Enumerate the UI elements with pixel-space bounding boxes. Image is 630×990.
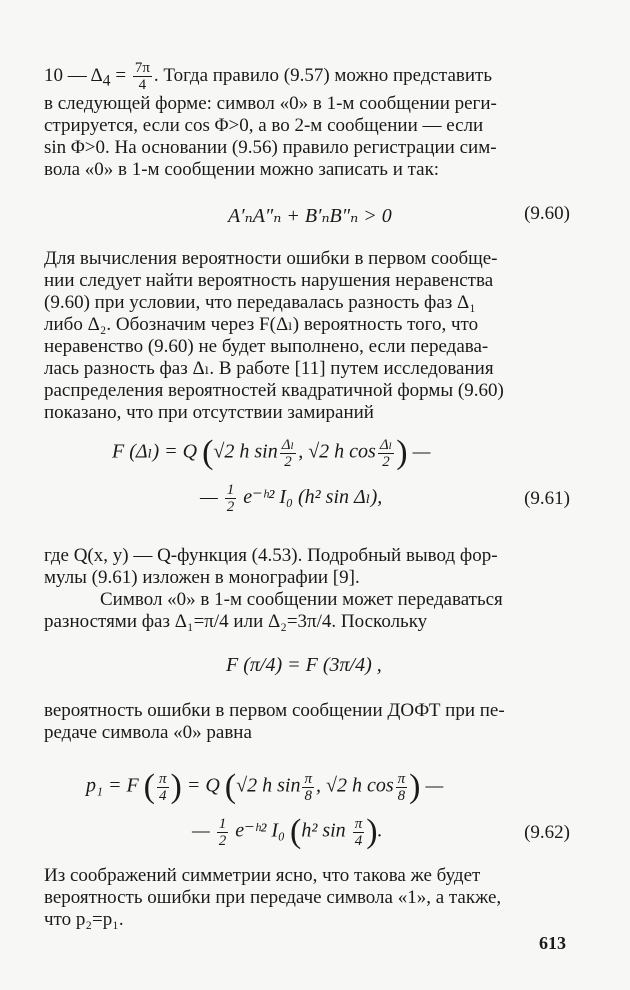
fraction-pi-over-4 [157, 771, 169, 804]
sqrt-term-cos: , √2 h cos [298, 440, 376, 463]
equation-number-9-61: (9.61) [524, 488, 570, 509]
paragraph-4-line-2: разностями фаз Δ₁=π/4 или Δ₂=3π/4. Поскольку [44, 611, 428, 632]
inner-sin-term: h² sin [301, 819, 351, 842]
fraction-pi-over-4 [353, 816, 365, 849]
paragraph-1 [44, 60, 570, 181]
left-paren: ( [224, 768, 237, 805]
equation-9-62-lhs: p₁ = F [86, 774, 144, 797]
exp-bessel-term: e⁻ʰ² I₀ (h² sin Δₗ), [238, 486, 383, 509]
paragraph-3 [44, 545, 570, 589]
period: . [377, 819, 383, 842]
fraction-denominator: 8 [397, 787, 406, 804]
sqrt-term-sin: √2 h sin [213, 440, 278, 463]
fraction-numerator: π [397, 770, 406, 787]
fraction-denominator: 4 [159, 787, 167, 804]
equation-number-9-60: (9.60) [524, 203, 570, 224]
paragraph-6-line-3: что p₂=p₁. [44, 909, 124, 930]
right-paren: ) [409, 768, 421, 805]
paragraph-1-line-2: в следующей форме: символ «0» в 1-м сообщении реги- [44, 93, 497, 114]
left-paren: ( [143, 768, 155, 805]
paragraph-1-line-1-text: . Тогда правило (9.57) можно представить [153, 64, 493, 86]
paragraph-4-line-1: Символ «0» в 1-м сообщении может передаваться [100, 589, 503, 610]
equation-9-61-line-2 [200, 482, 382, 515]
paragraph-4 [44, 589, 570, 633]
paragraph-5 [44, 700, 570, 744]
paragraph-2-line: Для вычисления вероятности ошибки в первом сообще- [44, 248, 498, 269]
paragraph-6 [44, 865, 570, 931]
left-paren: ( [290, 813, 302, 850]
fraction-numerator: π [159, 770, 167, 787]
fraction-denominator: 4 [138, 77, 147, 93]
left-paren: ( [202, 434, 214, 471]
fraction-pi-over-8 [302, 771, 314, 804]
paragraph-1-line-4: sin Φ>0. На основании (9.56) правило регистрации сим- [44, 137, 497, 158]
equation-f-pi-4: F (π/4) = F (3π/4) , [226, 654, 382, 676]
fraction-denominator: 2 [226, 499, 235, 515]
right-paren: ) [170, 768, 182, 805]
fraction-delta-over-2 [280, 437, 296, 470]
equation-9-60: A′ₙA″ₙ + B′ₙB″ₙ > 0 [228, 205, 392, 227]
fraction-denominator: 2 [382, 453, 390, 470]
paragraph-1-line-1 [44, 60, 570, 93]
subscript: 4 [102, 72, 111, 90]
paragraph-2-line: показано, что при отсутствии замираний [44, 402, 374, 423]
fraction-numerator: π [354, 815, 363, 832]
paragraph-1-line-3: стрируется, если cos Φ>0, а во 2-м сообщении — если [44, 115, 484, 136]
paragraph-2 [44, 248, 570, 424]
equation-9-62-line-2 [192, 815, 383, 849]
trailing-dash: — [407, 440, 431, 463]
fraction-denominator: 8 [304, 787, 312, 804]
paragraph-3-line-2: мулы (9.61) изложен в монографии [9]. [44, 567, 360, 588]
fraction-numerator: 1 [218, 815, 227, 832]
fraction-denominator: 2 [218, 832, 227, 849]
paragraph-2-line: либо Δ₂. Обозначим через F(Δₗ) вероятность того, что [44, 314, 479, 335]
paragraph-3-line-1: где Q(x, y) — Q-функция (4.53). Подробный вывод фор- [44, 545, 498, 566]
fraction-numerator: π [304, 770, 312, 787]
paragraph-6-line-2: вероятность ошибки при передаче символа «1», а также, [44, 887, 502, 908]
paragraph-2-line: неравенство (9.60) не будет выполнено, если передава- [44, 336, 489, 357]
sqrt-term-cos: , √2 h cos [315, 774, 394, 797]
leading-dash: — [200, 486, 223, 509]
paragraph-5-line-2: редаче символа «0» равна [44, 722, 252, 743]
page-number: 613 [539, 933, 566, 953]
equation-number-9-62: (9.62) [524, 822, 570, 843]
fraction-denominator: 2 [284, 453, 292, 470]
exp-bessel-term: e⁻ʰ² I₀ [230, 819, 291, 842]
paragraph-2-line: (9.60) при условии, что передавалась разность фаз Δ₁ [44, 292, 476, 313]
right-paren: ) [366, 813, 378, 850]
fraction-pi-over-8 [396, 771, 408, 804]
fraction-numerator: 1 [226, 482, 235, 498]
paragraph-2-line: лась разность фаз Δₗ. В работе [11] путем исследования [44, 358, 494, 379]
equation-9-61-lhs: F (Δₗ) = Q [112, 440, 203, 463]
equals-sign: = [110, 64, 131, 86]
sqrt-term-sin: √2 h sin [236, 774, 301, 797]
expr-ten-minus-delta: 10 — Δ [44, 64, 103, 86]
fraction-delta-over-2 [378, 437, 394, 470]
fraction-7pi-4 [133, 60, 152, 93]
fraction-numerator: Δₗ [281, 436, 295, 453]
right-paren: ) [396, 434, 408, 471]
paragraph-5-line-1: вероятность ошибки в первом сообщении ДОФТ при пе- [44, 700, 505, 721]
leading-dash: — [192, 819, 215, 842]
paragraph-2-line: распределения вероятностей квадратичной формы (9.60) [44, 380, 504, 401]
fraction-numerator: Δₗ [379, 436, 393, 453]
fraction-one-half [225, 482, 237, 515]
paragraph-6-line-1: Из соображений симметрии ясно, что такова же будет [44, 865, 481, 886]
fraction-numerator: 7π [134, 60, 150, 76]
paragraph-1-line-5: вола «0» в 1-м сообщении можно записать и так: [44, 159, 440, 180]
equals-q: = Q [181, 774, 225, 797]
fraction-denominator: 4 [354, 832, 363, 849]
paragraph-2-line: нии следует найти вероятность нарушения неравенства [44, 270, 494, 291]
fraction-one-half [217, 816, 229, 849]
equation-9-62-line-1 [86, 770, 443, 804]
trailing-dash: — [420, 774, 444, 797]
equation-9-61-line-1 [112, 436, 430, 470]
